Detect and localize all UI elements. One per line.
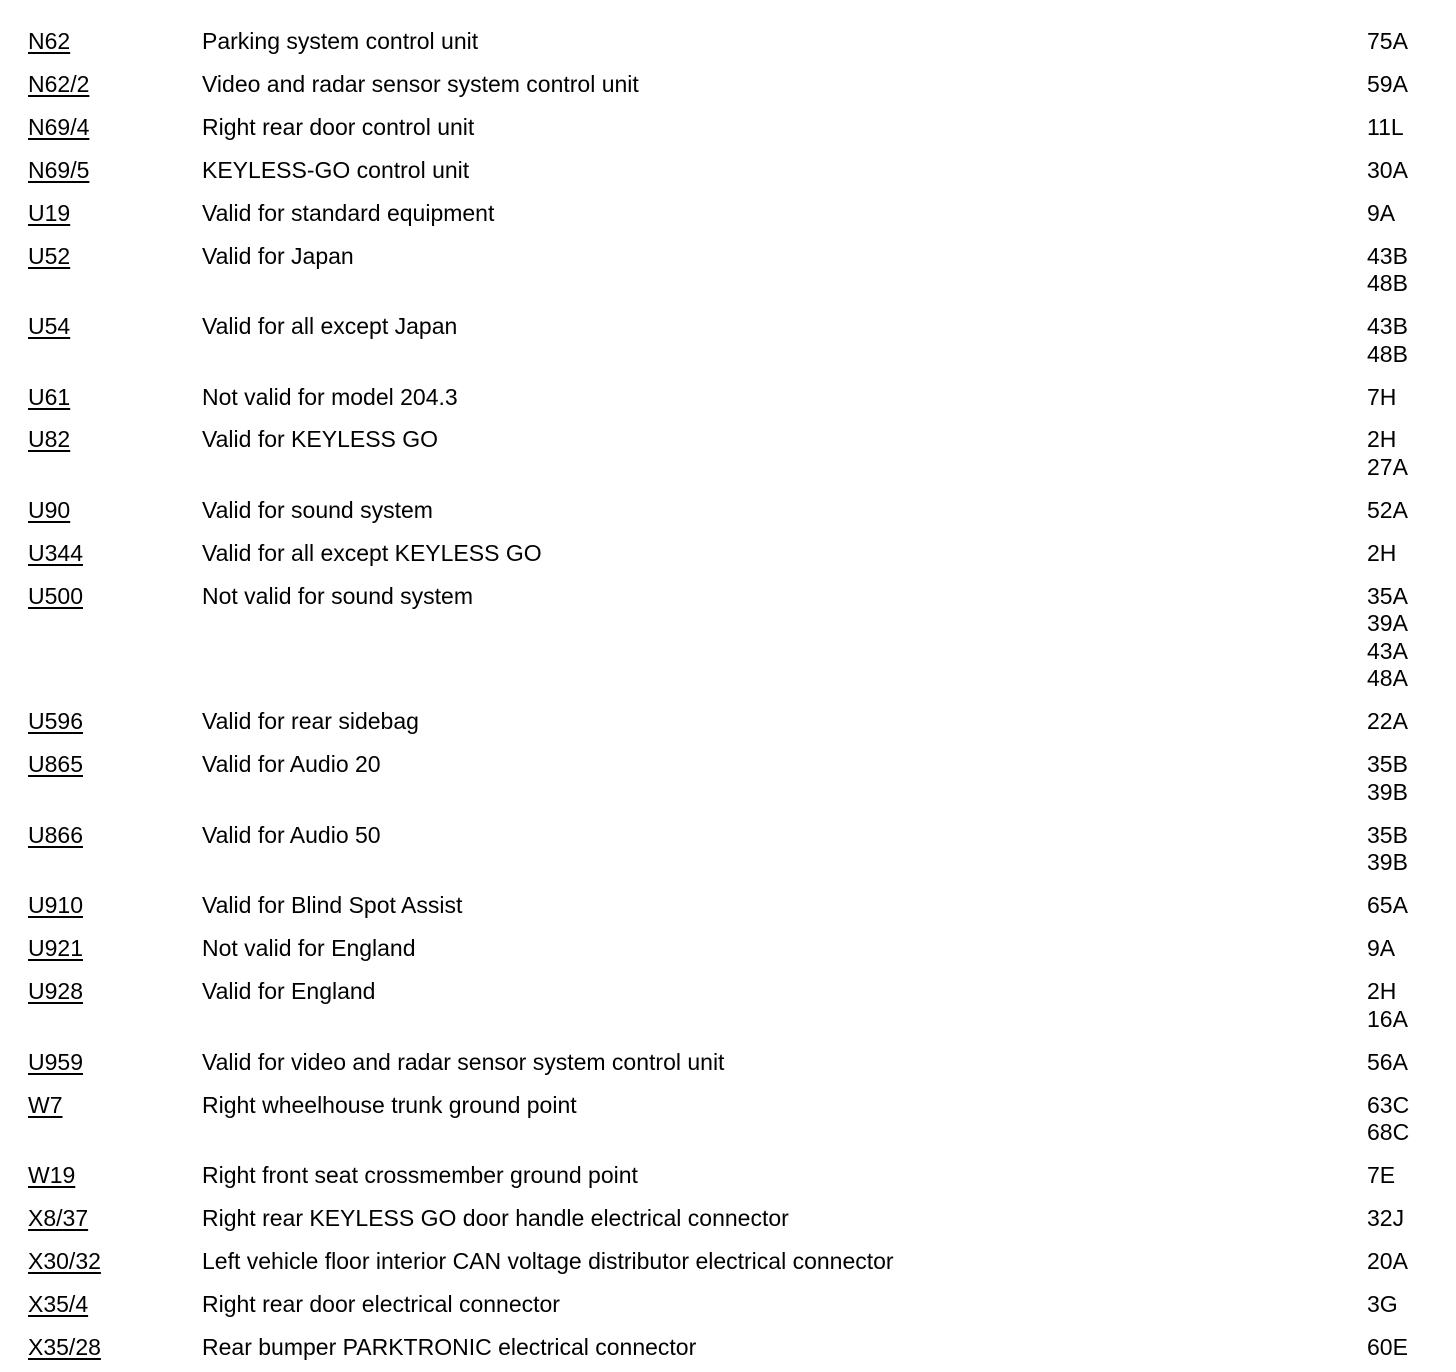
component-description: KEYLESS-GO control unit — [202, 156, 470, 183]
component-code-link[interactable]: W19 — [28, 1162, 76, 1188]
component-description: Rear bumper PARKTRONIC electrical connector — [202, 1333, 697, 1360]
component-description: Valid for video and radar sensor system control unit — [202, 1048, 725, 1075]
component-code-link[interactable]: U90 — [28, 496, 71, 523]
component-code-link[interactable]: N69/4 — [28, 113, 90, 140]
component-code-link[interactable]: U52 — [28, 242, 71, 269]
component-code-link[interactable]: U866 — [28, 821, 83, 848]
component-description: Valid for rear sidebag — [202, 708, 419, 735]
grid-reference: 35B — [1367, 751, 1408, 778]
grid-reference: 43B — [1367, 242, 1408, 269]
grid-reference: 39B — [1367, 849, 1408, 876]
component-description: Right wheelhouse trunk ground point — [202, 1091, 577, 1118]
component-description: Right front seat crossmember ground point — [202, 1162, 638, 1188]
component-description: Parking system control unit — [202, 28, 479, 54]
grid-reference: 39B — [1367, 778, 1408, 805]
grid-reference: 43A — [1367, 637, 1408, 664]
grid-reference: 16A — [1367, 1005, 1408, 1032]
component-code-link[interactable]: U54 — [28, 313, 71, 339]
grid-references — [1367, 751, 1408, 806]
component-description: Not valid for England — [202, 935, 416, 962]
grid-references — [1367, 157, 1408, 185]
grid-references — [1367, 313, 1408, 368]
grid-references — [1367, 1162, 1395, 1190]
grid-reference: 2H — [1367, 539, 1397, 566]
component-description: Not valid for sound system — [202, 582, 474, 609]
grid-references — [1367, 243, 1408, 298]
component-description: Valid for Audio 20 — [202, 751, 381, 778]
grid-reference: 27A — [1367, 453, 1408, 480]
component-description: Right rear door control unit — [202, 113, 475, 140]
component-description: Valid for all except Japan — [202, 313, 458, 339]
grid-reference: 75A — [1367, 28, 1408, 54]
grid-references — [1367, 892, 1408, 920]
component-description: Valid for Japan — [202, 242, 354, 269]
grid-reference: 56A — [1367, 1048, 1408, 1075]
grid-reference: 43B — [1367, 313, 1408, 339]
component-code-link[interactable]: X35/4 — [28, 1290, 89, 1317]
component-description: Valid for England — [202, 978, 376, 1005]
grid-references — [1367, 978, 1408, 1033]
grid-reference: 35A — [1367, 582, 1408, 609]
grid-reference: 48B — [1367, 340, 1408, 367]
grid-reference: 9A — [1367, 199, 1396, 226]
grid-reference: 63C — [1367, 1091, 1410, 1118]
grid-references — [1367, 1334, 1408, 1362]
component-code-link[interactable]: U928 — [28, 978, 83, 1005]
grid-reference: 7E — [1367, 1162, 1396, 1188]
grid-references — [1367, 497, 1408, 525]
grid-references — [1367, 1205, 1404, 1233]
component-code-link[interactable]: U344 — [28, 539, 83, 566]
grid-references — [1367, 822, 1408, 877]
component-description: Right rear door electrical connector — [202, 1290, 560, 1317]
component-code-link[interactable]: N62 — [28, 28, 71, 54]
grid-references — [1367, 583, 1408, 693]
grid-reference: 3G — [1367, 1290, 1398, 1317]
component-code-link[interactable]: W7 — [28, 1091, 63, 1118]
grid-references — [1367, 28, 1408, 56]
grid-reference: 11L — [1367, 113, 1404, 140]
component-code-link[interactable]: U910 — [28, 892, 83, 919]
grid-references — [1367, 426, 1408, 481]
grid-reference: 68C — [1367, 1119, 1410, 1146]
grid-references — [1367, 200, 1395, 228]
grid-references — [1367, 708, 1408, 736]
component-description: Not valid for model 204.3 — [202, 383, 458, 410]
component-description: Right rear KEYLESS GO door handle electrical connector — [202, 1204, 789, 1231]
grid-reference: 22A — [1367, 708, 1408, 735]
component-description: Left vehicle floor interior CAN voltage distributor electrical connector — [202, 1247, 894, 1274]
component-description: Valid for standard equipment — [202, 199, 495, 226]
grid-reference: 35B — [1367, 821, 1408, 848]
component-code-link[interactable]: U921 — [28, 935, 83, 962]
grid-references — [1367, 935, 1395, 963]
component-code-link[interactable]: U500 — [28, 582, 83, 609]
grid-references — [1367, 71, 1408, 99]
component-code-link[interactable]: U61 — [28, 383, 71, 410]
component-description: Valid for all except KEYLESS GO — [202, 539, 542, 566]
grid-references — [1367, 1291, 1398, 1319]
grid-reference: 65A — [1367, 892, 1408, 919]
grid-reference: 20A — [1367, 1247, 1408, 1274]
grid-reference: 60E — [1367, 1333, 1408, 1360]
component-code-link[interactable]: N69/5 — [28, 156, 90, 183]
grid-references — [1367, 384, 1396, 412]
grid-reference: 52A — [1367, 496, 1408, 523]
grid-reference: 48B — [1367, 270, 1408, 297]
grid-references — [1367, 114, 1404, 142]
grid-reference: 48A — [1367, 665, 1408, 692]
component-description: Valid for Blind Spot Assist — [202, 892, 463, 919]
grid-references — [1367, 540, 1396, 568]
component-description: Valid for Audio 50 — [202, 821, 381, 848]
grid-references — [1367, 1248, 1408, 1276]
grid-reference: 30A — [1367, 156, 1408, 183]
component-description: Valid for sound system — [202, 496, 433, 523]
grid-reference: 2H — [1367, 426, 1397, 453]
component-code-link[interactable]: X30/32 — [28, 1247, 101, 1274]
grid-reference: 9A — [1367, 935, 1396, 962]
grid-reference: 32J — [1367, 1204, 1405, 1231]
component-code-link[interactable]: X8/37 — [28, 1204, 89, 1231]
component-code-link[interactable]: U82 — [28, 426, 71, 453]
component-code-link[interactable]: U596 — [28, 708, 83, 735]
grid-reference: 39A — [1367, 610, 1408, 637]
grid-reference: 2H — [1367, 978, 1397, 1005]
grid-references — [1367, 1092, 1409, 1147]
component-code-link[interactable]: U865 — [28, 751, 83, 778]
grid-reference: 59A — [1367, 70, 1408, 97]
component-code-link[interactable]: U19 — [28, 199, 71, 226]
grid-references — [1367, 1049, 1408, 1077]
grid-reference: 7H — [1367, 383, 1397, 410]
component-code-link[interactable]: X35/28 — [28, 1333, 101, 1360]
component-description: Valid for KEYLESS GO — [202, 426, 439, 453]
component-code-link[interactable]: U959 — [28, 1048, 83, 1075]
component-description: Video and radar sensor system control unit — [202, 70, 639, 97]
component-code-link[interactable]: N62/2 — [28, 70, 90, 97]
